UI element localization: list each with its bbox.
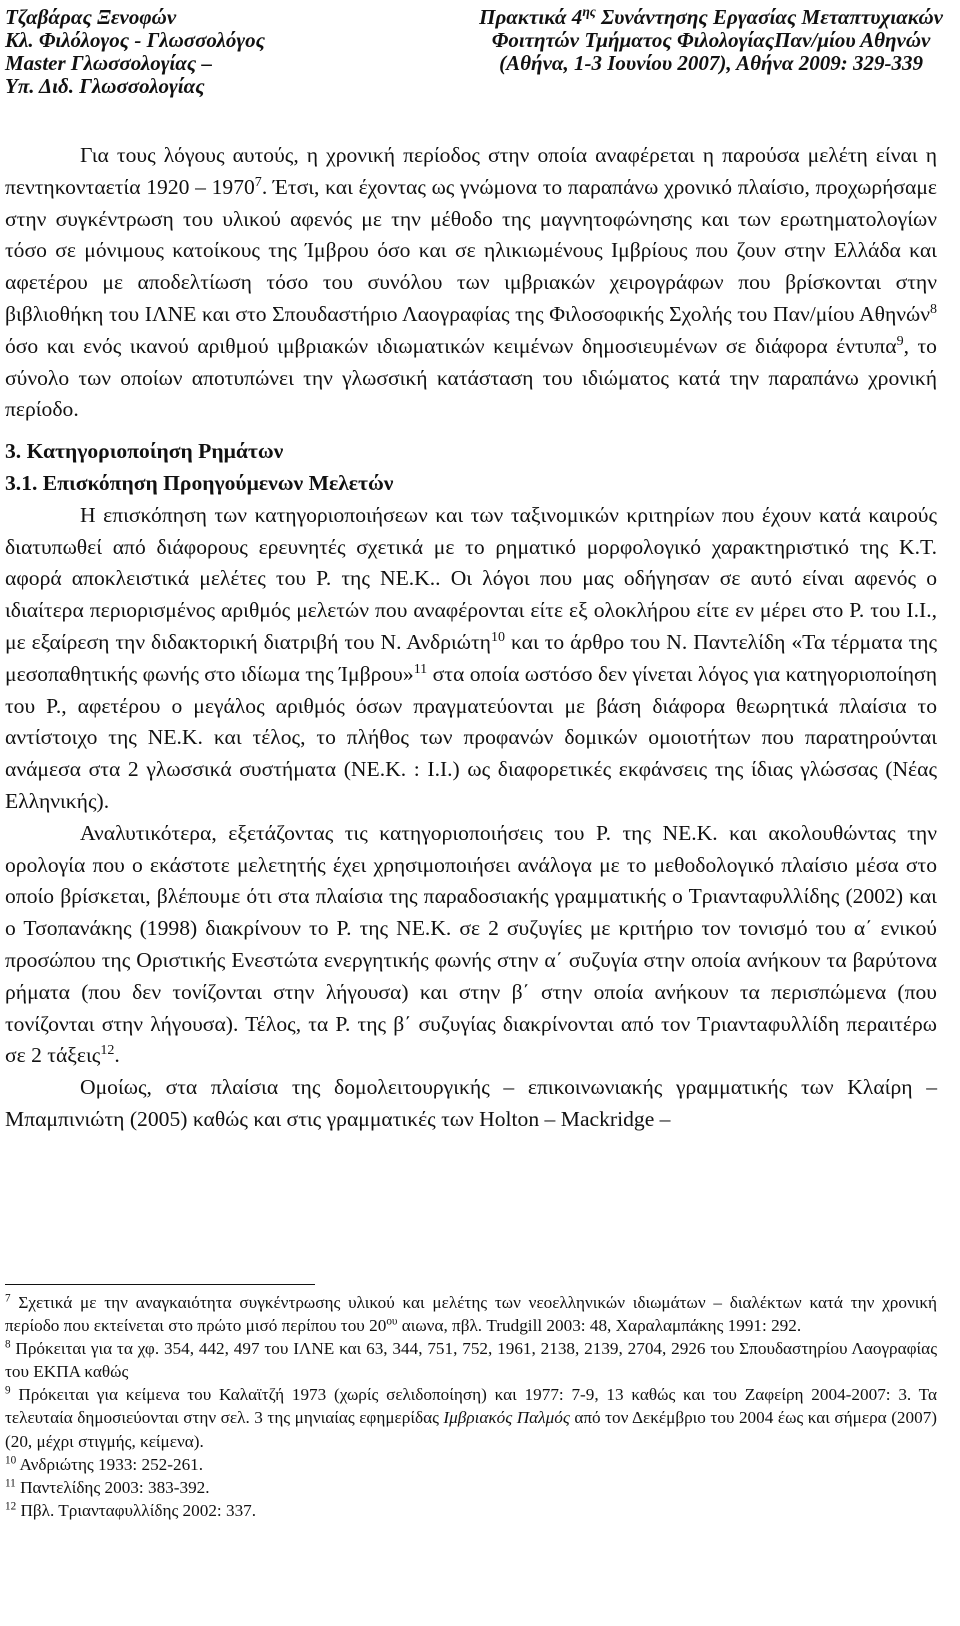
footnote-9: $^9$ Πρόκειται για κείμενα του Καλαϊτζή 1973 (χωρίς σελιδοποίηση) και 1977: 7-9, 13 καθώς και του Ζαφείρη 2004-2007: 3. Τα τελευταία δημοσιεύονται στην σελ. 3 της μηνιαίας εφημερίδας Ιμβριακός Παλμός από τον Δεκέμβριο του 2004 έως και σήμερα (2007) (20, μέχρι στιγμής, κείμενα).	[5, 1384, 938, 1451]
proceedings-citation: (Αθήνα, 1-3 Ιουνίου 2007), Αθήνα 2009: 329-339	[499, 51, 923, 75]
footnotes	[5, 1291, 937, 1522]
footnote-8: $^8$ Πρόκειται για τα χφ. 354, 442, 497 του ΙΛΝΕ και 63, 344, 751, 752, 1961, 2138, 2139, 2704, 2926 του Σπουδαστηρίου Λαογραφίας του ΕΚΠΑ καθώς	[5, 1338, 937, 1382]
author-block	[5, 6, 265, 98]
paragraph-2: Η επισκόπηση των κατηγοριοποιήσεων και των ταξινομικών κριτηρίων που έχουν κατά καιρούς διατυπωθεί από διάφορους ερευνητές σχετικά με το ρηματικό μορφολογικό χαρακτηριστικό της Κ.Τ. αφορά αποκλειστικά μελέτες του Ρ. της ΝΕ.Κ.. Οι λόγοι που μας οδήγησαν σε αυτό είναι αφενός ο ιδιαίτερα περιορισμένος αριθμός μελετών που αναφέρονται είτε εξ ολοκλήρου είτε εν μέρει στο Ρ. του Ι.Ι., με εξαίρεση την διδακτορική διατριβή του Ν. Ανδριώτη$^{10}$ και το άρθρο του Ν. Παντελίδη «Τα τέρματα της μεσοπαθητικής φωνής στο ιδίωμα της Ίμβρου»$^{11}$ στα οποία ωστόσο δεν γίνεται λόγος για κατηγοριοποίηση του Ρ., αφετέρου ο μεγάλος αριθμός όσων πραγματεύονται με βάση διάφορα θεωρητικά πλαίσια το αντίστοιχο της ΝΕ.Κ. και τέλος, το πλήθος των προφανών δομικών ομοιοτήτων που παρατηρούνται ανάμεσα στα 2 γλωσσικά συστήματα (ΝΕ.Κ. : Ι.Ι.) ως διαφορετικές εκφάνσεις της ίδιας γλώσσας (Νέας Ελληνικής).	[5, 502, 937, 813]
paragraph-4: Ομοίως, στα πλαίσια της δομολειτουργικής – επικοινωνιακής γραμματικής των Κλαίρη – Μπαμπινιώτη (2005) καθώς και στις γραμματικές των Holton – Mackridge –	[5, 1075, 937, 1131]
section-heading-3-1: 3.1. Επισκόπηση Προηγούμενων Μελετών	[5, 470, 394, 495]
footnote-7: $^7$ Σχετικά με την αναγκαιότητα συγκέντρωσης υλικού και μελέτης των νεοελληνικών ιδιωμάτων – διαλέκτων κατά την χρονική περίοδο που εκτείνεται στο πρώτο μισό περίπου του $20^{o\upsilon}$ αιωνα, πβλ. Trudgill 2003: 48, Χαραλαμπάκης 1991: 292.	[5, 1292, 937, 1336]
footnote-ref-12: 12	[100, 1042, 115, 1059]
author-title: Κλ. Φιλόλογος - Γλωσσολόγος	[5, 28, 265, 52]
body-text	[5, 140, 937, 1136]
author-degree: Master Γλωσσολογίας –	[5, 51, 212, 75]
footnote-separator	[5, 1284, 315, 1285]
section-heading-3: 3. Κατηγοριοποίηση Ρημάτων	[5, 439, 284, 464]
footnote-10: $^{10}$ Ανδριώτης 1933: 252-261.	[5, 1453, 204, 1474]
footnote-ref-11: 11	[413, 660, 428, 677]
author-name: Τζαβάρας Ξενοφών	[5, 5, 177, 29]
footnote-ref-9: 9	[896, 332, 904, 349]
footnote-12: $^{12}$ Πβλ. Τριανταφυλλίδης 2002: 337.	[5, 1500, 257, 1520]
paragraph-1: Για τους λόγους αυτούς, η χρονική περίοδος στην οποία αναφέρεται η παρούσα μελέτη είναι η πεντηκονταετία 1920 – 1970$^7$. Έτσι, και έχοντας ως γνώμονα το παραπάνω χρονικό πλαίσιο, προχωρήσαμε στην συγκέντρωση του υλικού αφενός με την μέθοδο της μαγνητοφώνησης και των ερωτηματολογίων τόσο σε μόνιμους κατοίκους της Ίμβρου όσο και σε ηλικιωμένους Ιμβρίους που ζουν στην Ελλάδα και αφετέρου με αποδελτίωση τόσο του συνόλου των ιμβριακών χειρογράφων που βρίσκονται στην βιβλιοθήκη του ΙΛΝΕ και στο Σπουδαστήριο Λαογραφίας της Φιλοσοφικής Σχολής του Παν/μίου Αθηνών$^8$ όσο και ενός ικανού αριθμού ιμβριακών ιδιωματικών κειμένων δημοσιευμένων σε διάφορα έντυπα$^9$, το σύνολο των οποίων αποτυπώνει την γλωσσική κατάσταση του ιδιώματος κατά την παραπάνω χρονική περίοδο.	[5, 143, 938, 422]
author-position: Υπ. Διδ. Γλωσσολογίας	[5, 74, 205, 98]
proceedings-title: Πρακτικά $4^{\eta\varsigma}$ Συνάντησης Εργασίας Μεταπτυχιακών	[479, 4, 943, 29]
footnote-ref-10: 10	[490, 628, 506, 645]
proceedings-dept: Φοιτητών Τμήματος ΦιλολογίαςΠαν/μίου Αθηνών	[491, 28, 931, 52]
paragraph-3: Αναλυτικότερα, εξετάζοντας τις κατηγοριοποιήσεις του Ρ. της ΝΕ.Κ. και ακολουθώντας την ορολογία που ο εκάστοτε μελετητής έχει χρησιμοποιήσει ανάλογα με το μεθοδολογικό πλαίσιο μέσα στο οποίο βρίσκεται, βλέπουμε ότι στα πλαίσια της παραδοσιακής γραμματικής ο Τριανταφυλλίδης (2002) και ο Τσοπανάκης (1998) διακρίνουν το Ρ. της ΝΕ.Κ. σε 2 συζυγίες με κριτήριο τον τονισμό του α΄ ενικού προσώπου της Οριστικής Ενεστώτα ενεργητικής φωνής στην α΄ συζυγία στην οποία ανήκουν τα βαρύτονα ρήματα (που δεν τονίζονται στην λήγουσα) και στην β΄ στην οποία ανήκουν τα περισπώμενα (που τονίζονται στην λήγουσα). Τέλος, τα Ρ. της β΄ συζυγίας διακρίνονται από τον Τριανταφυλλίδη περαιτέρω σε 2 τάξεις$^{12}$.	[5, 820, 937, 1068]
footnote-ref-8: 8	[929, 300, 937, 317]
proceedings-block	[479, 6, 943, 75]
footnote-ref-7: 7	[254, 173, 262, 190]
footnote-11: $^{11}$ Παντελίδης 2003: 383-392.	[5, 1477, 210, 1497]
